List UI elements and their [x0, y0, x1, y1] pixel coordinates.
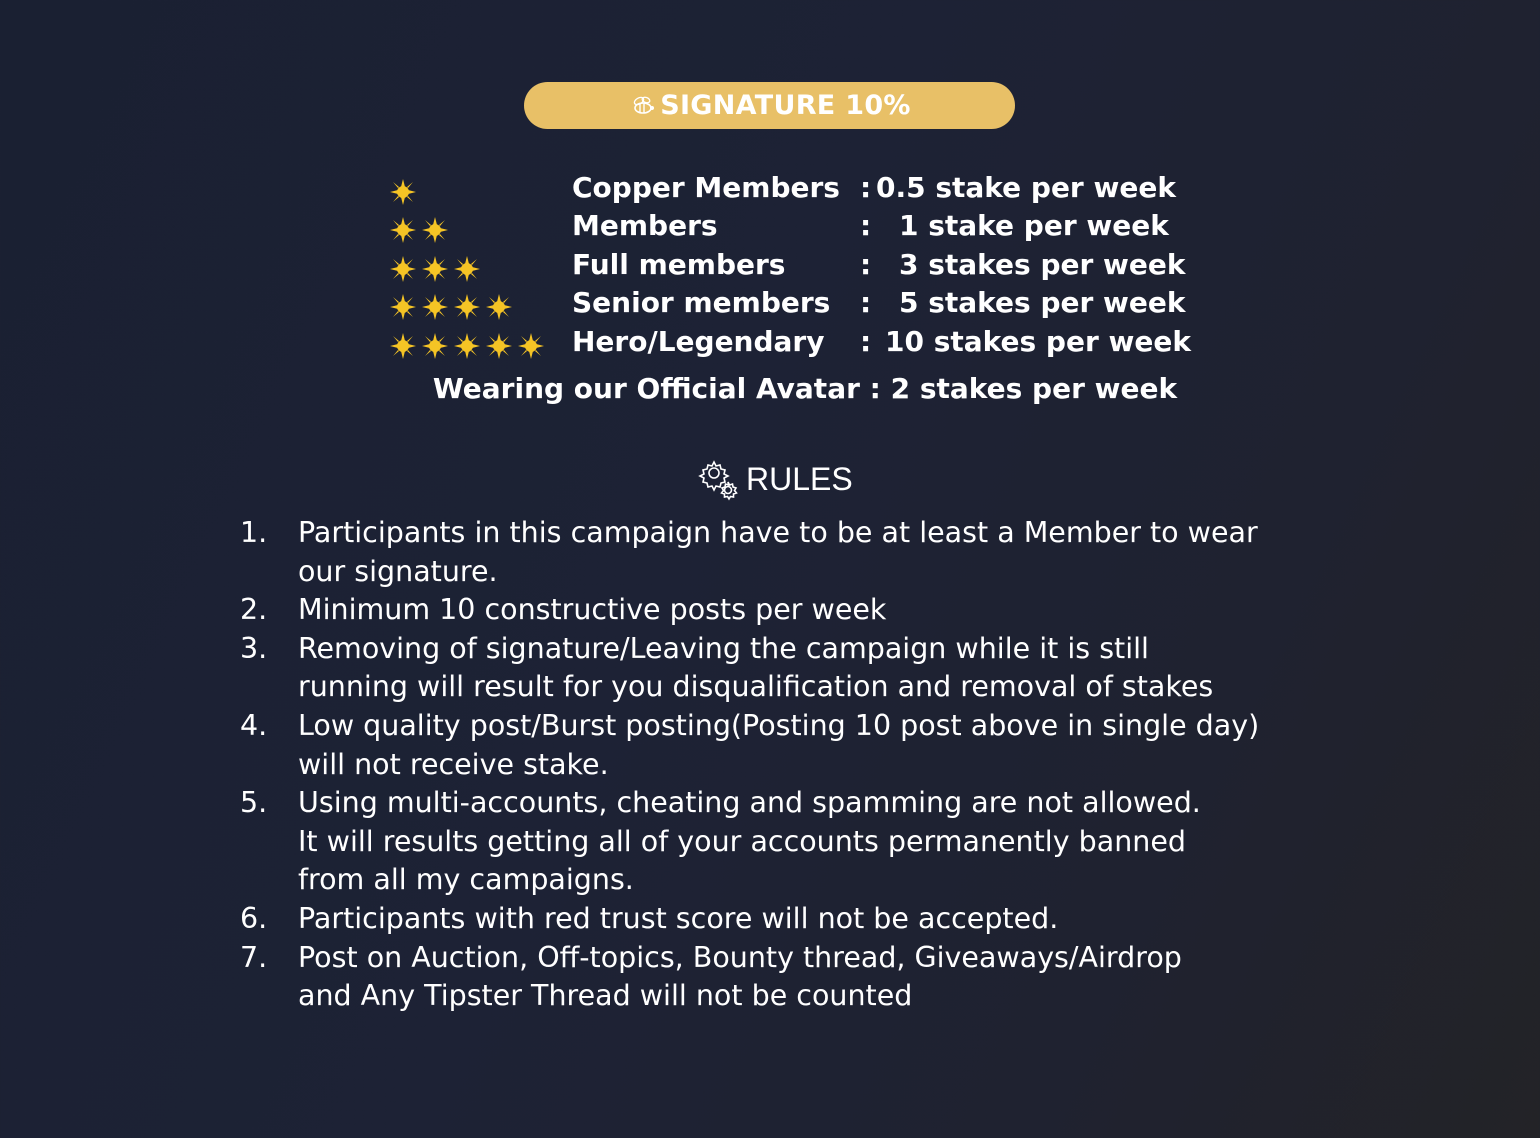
tier-row — [388, 286, 1208, 324]
rule-item — [240, 939, 1320, 1016]
tier-name: Members — [572, 209, 718, 242]
star-icon — [516, 331, 546, 361]
tier-rate: 1 stake per week — [899, 209, 1169, 242]
rule-text: from all my campaigns. — [298, 863, 634, 897]
rules-heading — [698, 456, 853, 502]
tier-rate: 0.5 stake per week — [876, 171, 1176, 204]
tier-rate: 3 stakes per week — [899, 248, 1186, 281]
avatar-stake-line: Wearing our Official Avatar : 2 stakes per week — [432, 372, 1178, 405]
star-icon — [388, 331, 418, 361]
rule-number: 5. — [240, 786, 268, 820]
star-icon — [484, 331, 514, 361]
star-icon — [452, 254, 482, 284]
tier-stars — [388, 177, 418, 207]
star-icon — [420, 331, 450, 361]
rule-text: Low quality post/Burst posting(Posting 10 post above in single day) — [298, 708, 1260, 742]
tier-rate: 10 stakes per week — [885, 325, 1191, 358]
rule-item — [240, 900, 1320, 939]
rule-text: It will results getting all of your accounts permanently banned — [298, 824, 1186, 858]
tier-stars — [388, 331, 546, 361]
rule-item — [240, 591, 1320, 630]
star-icon — [484, 292, 514, 322]
rule-text: Removing of signature/Leaving the campaign while it is still — [298, 631, 1149, 665]
rule-item — [240, 707, 1320, 784]
rule-text: will not receive stake. — [298, 747, 609, 781]
tier-colon: : — [860, 325, 872, 358]
rule-item — [240, 514, 1320, 591]
star-icon — [420, 215, 450, 245]
tier-colon: : — [860, 248, 872, 281]
tier-row — [388, 209, 1208, 247]
tier-stars — [388, 215, 450, 245]
star-icon — [388, 177, 418, 207]
star-icon — [420, 292, 450, 322]
bee-icon — [628, 94, 656, 118]
rule-item — [240, 630, 1320, 707]
rule-item — [240, 784, 1320, 900]
tier-stars — [388, 254, 482, 284]
rule-text: Participants with red trust score will not be accepted. — [298, 901, 1059, 935]
gears-icon — [698, 456, 740, 502]
rule-text: Using multi-accounts, cheating and spamming are not allowed. — [298, 786, 1201, 820]
rule-text: Post on Auction, Off-topics, Bounty thread, Giveaways/Airdrop — [298, 940, 1182, 974]
rule-number: 3. — [240, 631, 268, 665]
star-icon — [388, 292, 418, 322]
tier-row — [388, 325, 1208, 363]
rule-number: 6. — [240, 901, 268, 935]
tier-name: Senior members — [572, 286, 831, 319]
tier-name: Full members — [572, 248, 786, 281]
badge-label: SIGNATURE 10% — [660, 90, 911, 121]
rule-number: 7. — [240, 940, 268, 974]
rule-text: and Any Tipster Thread will not be counted — [298, 979, 913, 1013]
rule-number: 2. — [240, 593, 268, 627]
star-icon — [420, 254, 450, 284]
star-icon — [452, 292, 482, 322]
rule-text: Participants in this campaign have to be at least a Member to wear — [298, 516, 1258, 549]
rule-text: our signature. — [298, 554, 498, 588]
tier-row — [388, 248, 1208, 286]
rule-number: 1. — [240, 516, 268, 549]
rule-text: Minimum 10 constructive posts per week — [298, 593, 887, 627]
signature-badge — [524, 82, 1015, 129]
tier-name: Copper Members — [572, 171, 840, 204]
rule-number: 4. — [240, 708, 268, 742]
rule-text: running will result for you disqualification and removal of stakes — [298, 670, 1214, 704]
rules-list — [240, 514, 1320, 1016]
tier-rate: 5 stakes per week — [899, 286, 1186, 319]
tier-colon: : — [860, 209, 872, 242]
star-icon — [388, 215, 418, 245]
tier-row — [388, 171, 1208, 209]
rules-heading-label: RULES — [746, 460, 853, 497]
tier-colon: : — [860, 286, 872, 319]
tier-stars — [388, 292, 514, 322]
tier-name: Hero/Legendary — [572, 325, 825, 358]
star-icon — [452, 331, 482, 361]
star-icon — [388, 254, 418, 284]
tier-colon: : — [860, 171, 872, 204]
